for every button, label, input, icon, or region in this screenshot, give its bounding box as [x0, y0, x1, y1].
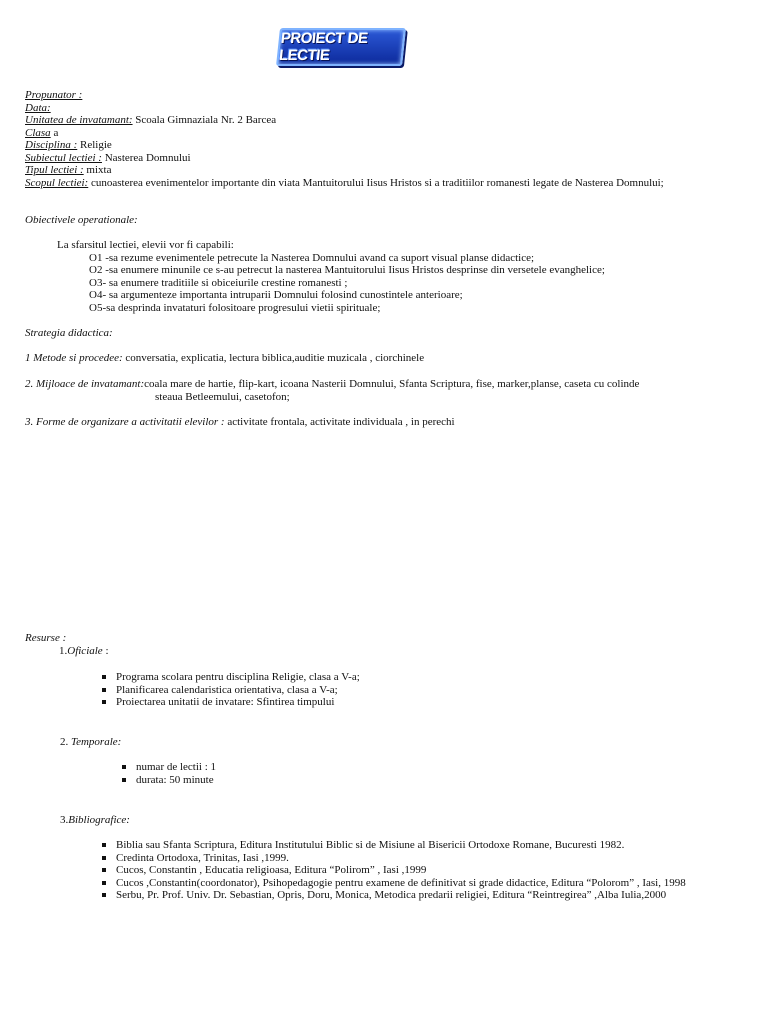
- header-block: [25, 89, 664, 189]
- bibliografice-block: [60, 814, 130, 827]
- scopul-line: [25, 177, 664, 190]
- propunator-label: Propunator :: [25, 89, 83, 101]
- scopul-label: Scopul lectiei:: [25, 176, 89, 189]
- oficiale-num: 1.: [59, 644, 68, 657]
- mijloace-line-2: steaua Betleemului, casetofon;: [155, 390, 290, 403]
- temporale-block: [60, 736, 121, 749]
- bibliografice-list: [100, 839, 686, 902]
- temporale-num: 2.: [60, 736, 71, 748]
- forme-line: [25, 416, 455, 429]
- bibliografice-num: 3.: [60, 814, 69, 826]
- unitatea-value: Scoala Gimnaziala Nr. 2 Barcea: [132, 114, 277, 126]
- disciplina-label: Disciplina :: [25, 139, 78, 151]
- tipul-line: [25, 164, 664, 177]
- list-item: Cucos ,Constantin(coordonator), Psihopedagogie pentru examene de definitivat si grade didactice, Editura “Polorom” , Iasi, 1998: [100, 877, 686, 890]
- scopul-value: cunoasterea evenimentelor importante din viata Mantuitorului Iisus Hristos si a traditiilor romanesti legate de Nasterea Domnului;: [88, 176, 664, 189]
- clasa-line: [25, 127, 664, 140]
- objective-item: O1 -sa rezume evenimentele petrecute la Nasterea Domnului avand ca suport visual planse didactice;: [89, 251, 535, 264]
- mijloace-value: coala mare de hartie, flip-kart, icoana Nasterii Domnului, Sfanta Scriptura, fise, marker,planse, caseta cu colinde: [144, 378, 640, 390]
- metode-value: conversatia, explicatia, lectura biblica,auditie muzicala , ciorchinele: [122, 352, 425, 364]
- disciplina-line: [25, 139, 664, 152]
- tipul-label: Tipul lectiei :: [25, 164, 84, 176]
- metode-block: [25, 352, 424, 365]
- strategy-heading: Strategia didactica:: [25, 327, 113, 339]
- strategy-heading-block: [25, 327, 113, 340]
- data-line: [25, 102, 664, 115]
- oficiale-suffix: :: [102, 644, 109, 657]
- list-item: Serbu, Pr. Prof. Univ. Dr. Sebastian, Opris, Doru, Monica, Metodica predarii religiei, Editura “Reintregirea” ,Alba Iulia,2000: [100, 889, 686, 902]
- bibliografice-line: [60, 814, 130, 827]
- oficiale-list: [100, 671, 360, 709]
- objectives-heading: Obiectivele operationale:: [25, 214, 138, 226]
- list-item: Programa scolara pentru disciplina Religie, clasa a V-a;: [100, 671, 360, 684]
- title-logo: [276, 28, 406, 66]
- bibliografice-label: Bibliografice:: [68, 814, 130, 826]
- title-text: PROIECT DE LECTIE: [278, 30, 369, 64]
- subiectul-value: Nasterea Domnului: [101, 151, 191, 164]
- clasa-value: a: [50, 126, 59, 139]
- metode-label: 1 Metode si procedee:: [25, 352, 123, 364]
- objective-item: O5-sa desprinda invataturi folositoare progresului vietii spirituale;: [89, 301, 381, 314]
- temporale-list: [120, 761, 216, 786]
- oficiale-line: [25, 645, 109, 658]
- clasa-label: Clasa: [25, 126, 51, 139]
- tipul-value: mixta: [83, 164, 112, 176]
- mijloace-line: [25, 378, 639, 391]
- list-item: numar de lectii : 1: [120, 761, 216, 774]
- subiectul-label: Subiectul lectiei :: [25, 151, 102, 164]
- list-item: Cucos, Constantin , Educatia religioasa, Editura “Polirom” , Iasi ,1999: [100, 864, 686, 877]
- mijloace-label: 2. Mijloace de invatamant:: [25, 378, 145, 390]
- list-item: Proiectarea unitatii de invatare: Sfintirea timpului: [100, 696, 360, 709]
- list-item: Biblia sau Sfanta Scriptura, Editura Institutului Biblic si de Misiune al Bisericii Ortodoxe Romane, Bucuresti 1982.: [100, 839, 686, 852]
- list-item: Credinta Ortodoxa, Trinitas, Iasi ,1999.: [100, 852, 686, 865]
- disciplina-value: Religie: [77, 139, 112, 151]
- resources-heading: Resurse :: [25, 632, 67, 644]
- objective-item: O4- sa argumenteze importanta intruparii Domnului folosind cunostintele anterioare;: [89, 289, 463, 301]
- temporale-label: Temporale:: [71, 736, 122, 748]
- mijloace-block: [25, 378, 639, 403]
- objectives-block: [25, 214, 138, 227]
- unitatea-line: [25, 114, 664, 127]
- temporale-line: [60, 736, 121, 749]
- forme-block: [25, 416, 455, 429]
- resources-heading-block: [25, 632, 109, 657]
- propunator-line: [25, 89, 664, 102]
- subiectul-line: [25, 152, 664, 165]
- objectives-list: [25, 239, 605, 314]
- bibliografice-list-block: [100, 839, 686, 902]
- data-label: Data:: [25, 101, 51, 114]
- oficiale-label: Oficiale: [67, 644, 103, 657]
- forme-label: 3. Forme de organizare a activitatii elevilor :: [25, 416, 225, 428]
- metode-line: [25, 352, 424, 365]
- temporale-list-block: [120, 761, 216, 786]
- list-item: durata: 50 minute: [120, 774, 216, 787]
- objective-item: O2 -sa enumere minunile ce s-au petrecut la nasterea Mantuitorului Iisus Hristos desprinse din versetele evanghelice;: [89, 264, 605, 276]
- list-item: Planificarea calendaristica orientativa, clasa a V-a;: [100, 684, 360, 697]
- objectives-intro: La sfarsitul lectiei, elevii vor fi capabili:: [57, 239, 234, 251]
- objective-item: O3- sa enumere traditiile si obiceiurile crestine romanesti ;: [89, 276, 348, 289]
- forme-value: activitate frontala, activitate individuala , in perechi: [224, 416, 455, 428]
- oficiale-list-block: [100, 671, 360, 709]
- unitatea-label: Unitatea de invatamant:: [25, 114, 133, 126]
